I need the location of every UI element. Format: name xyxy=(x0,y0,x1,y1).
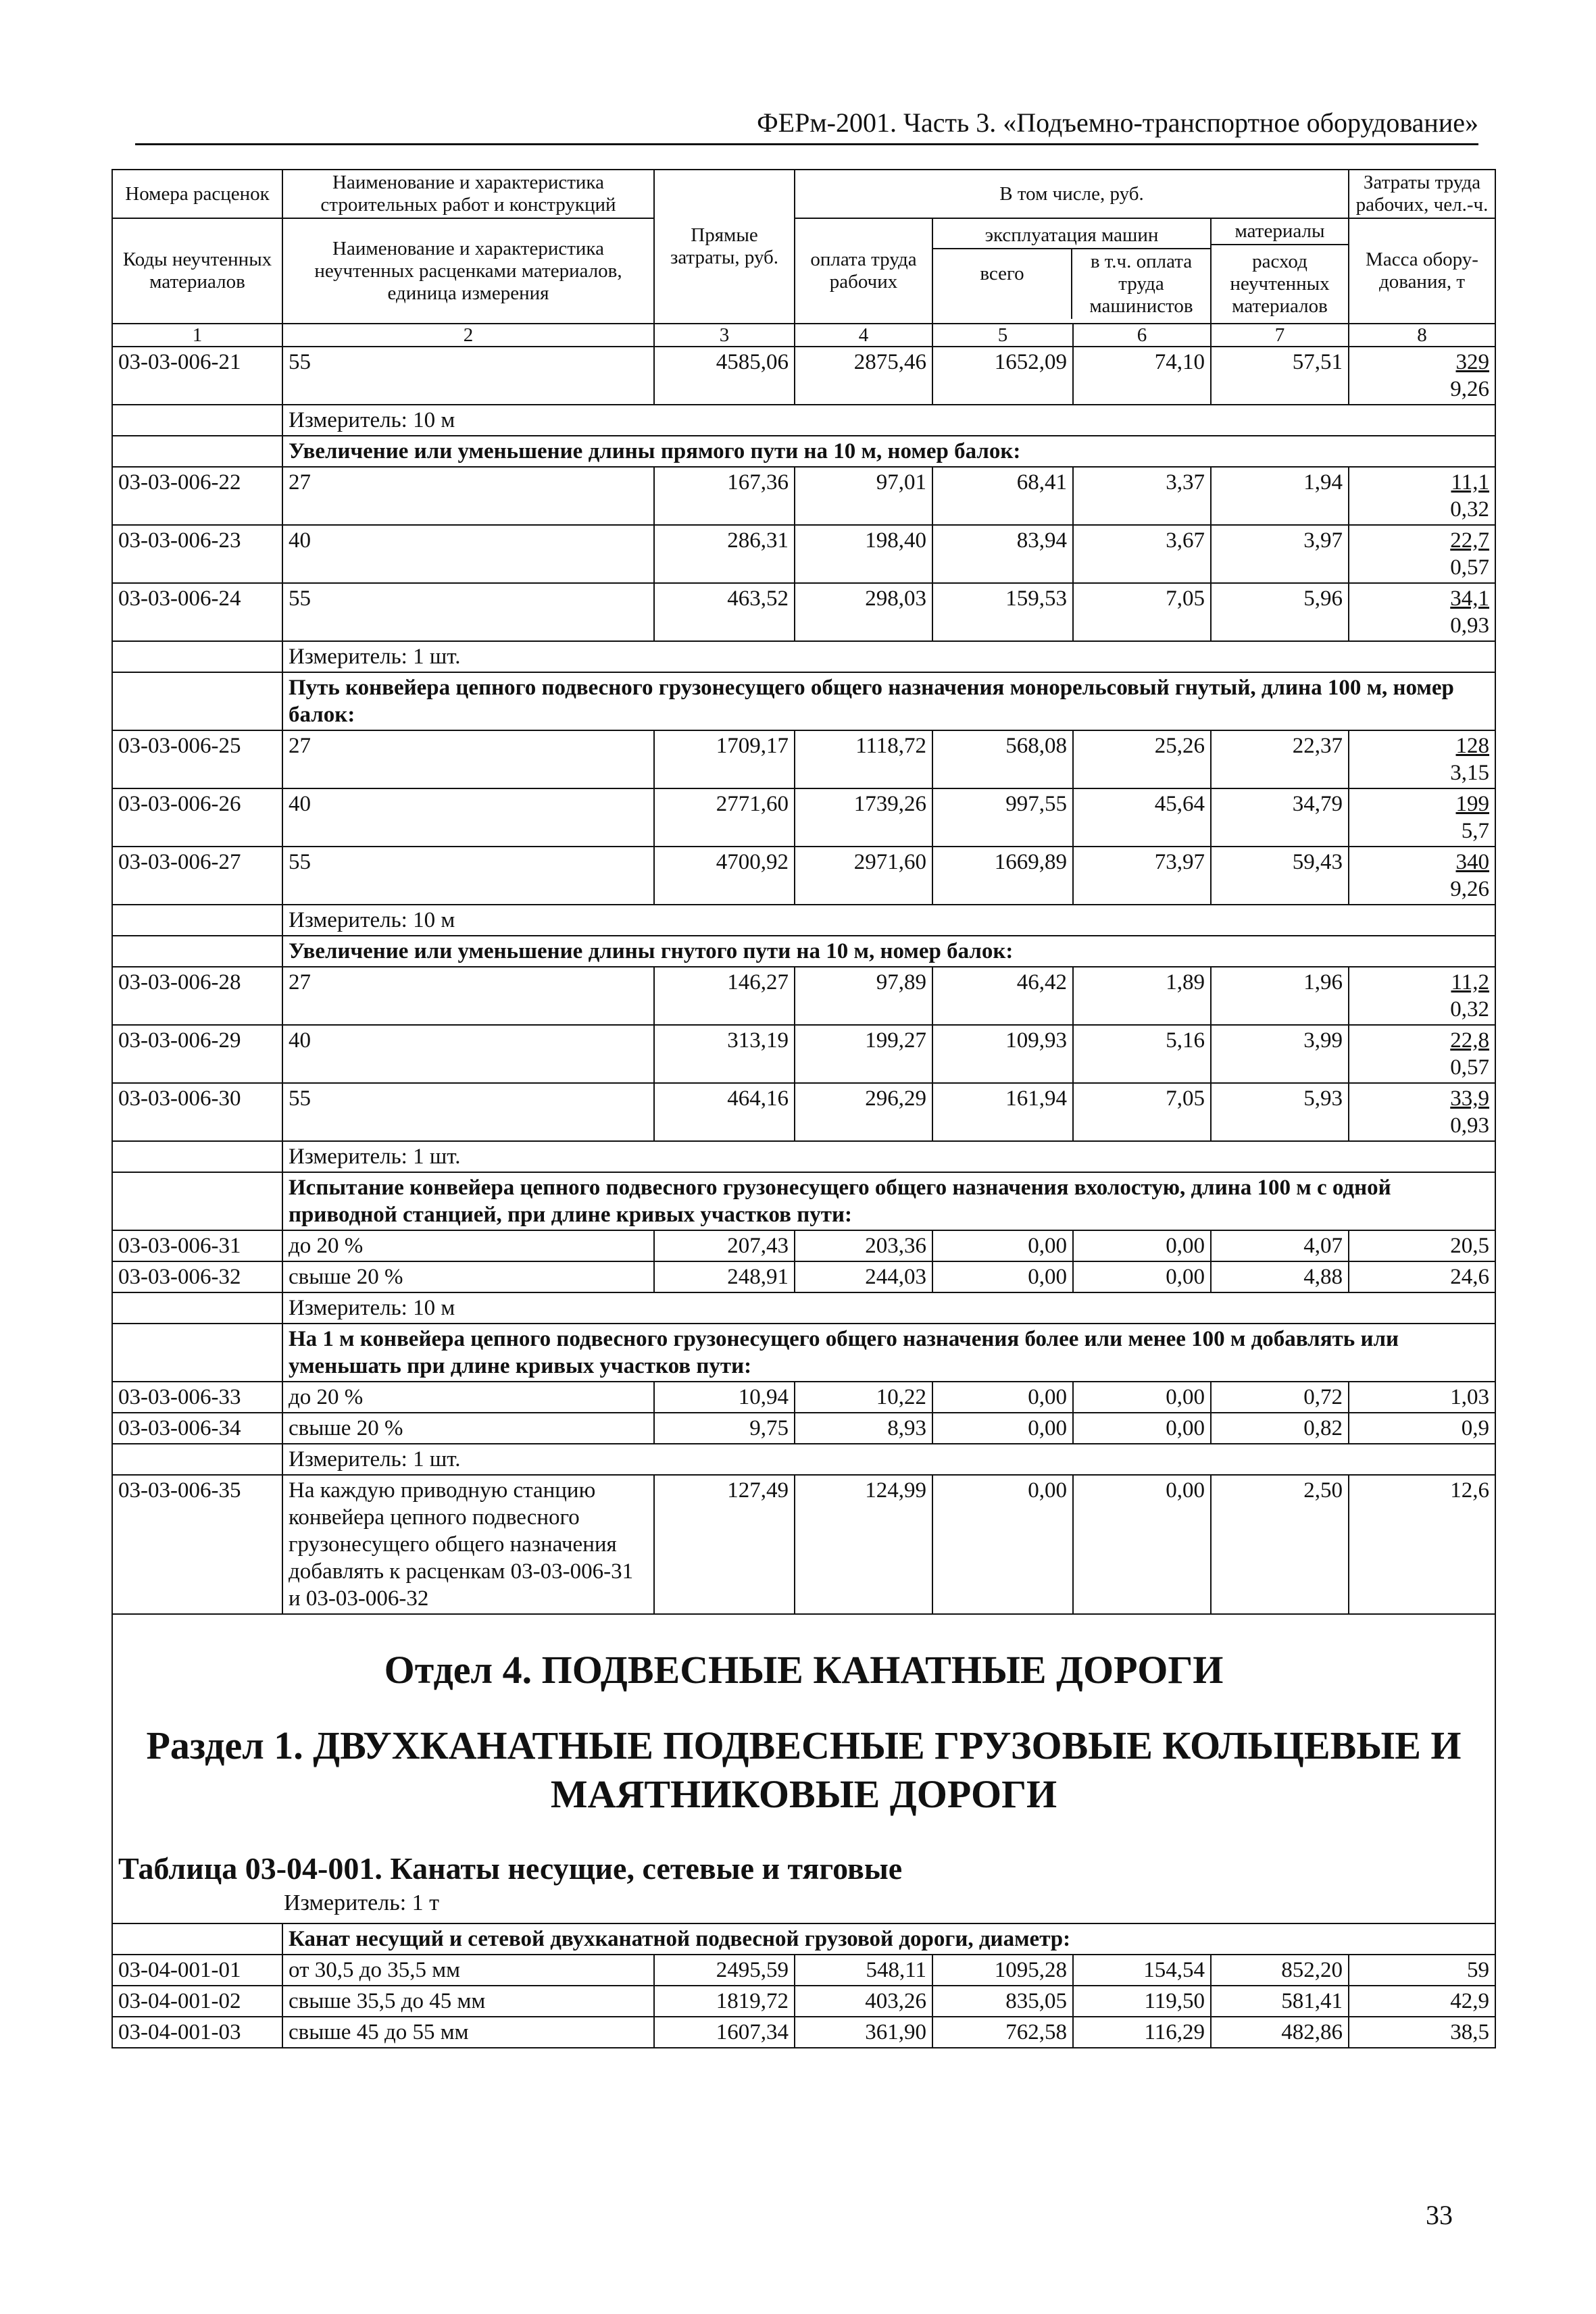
rate-name: от 30,5 до 35,5 мм xyxy=(282,1955,654,1986)
header-rule xyxy=(135,143,1478,145)
table-row xyxy=(112,2017,1495,2048)
machinist-pay: 7,05 xyxy=(1073,583,1211,641)
col-num-3: 3 xyxy=(654,324,795,347)
labor-pay: 548,11 xyxy=(795,1955,932,1986)
department-title: Отдел 4. ПОДВЕСНЫЕ КАНАТНЫЕ ДОРОГИ xyxy=(384,1648,1224,1692)
direct-cost: 1709,17 xyxy=(654,730,795,788)
header-machinist-pay: в т.ч. оплата труда машинистов xyxy=(1089,251,1193,317)
machinist-pay: 0,00 xyxy=(1073,1413,1211,1444)
table-row xyxy=(112,525,1495,583)
rate-name: 55 xyxy=(282,347,654,405)
direct-cost: 248,91 xyxy=(654,1261,795,1292)
table-header xyxy=(112,170,1495,347)
labor-mass xyxy=(1349,1083,1495,1141)
rate-name: свыше 35,5 до 45 мм xyxy=(282,1986,654,2017)
machinist-pay: 1,89 xyxy=(1073,967,1211,1025)
rate-name: до 20 % xyxy=(282,1230,654,1261)
direct-cost: 167,36 xyxy=(654,467,795,525)
direct-cost: 10,94 xyxy=(654,1382,795,1413)
labor-pay: 361,90 xyxy=(795,2017,932,2048)
rate-code: 03-03-006-34 xyxy=(112,1413,282,1444)
labor-cost: 128 xyxy=(1455,734,1489,758)
labor-cost: 12,6 xyxy=(1349,1475,1495,1614)
table-row xyxy=(112,1986,1495,2017)
meter-label: Измеритель: 1 шт. xyxy=(282,1141,1495,1172)
machinist-pay: 45,64 xyxy=(1073,788,1211,847)
col-num-7: 7 xyxy=(1211,324,1349,347)
table-row xyxy=(112,1382,1495,1413)
meter-label: Измеритель: 1 шт. xyxy=(282,1444,1495,1475)
materials: 59,43 xyxy=(1211,847,1349,905)
direct-cost: 313,19 xyxy=(654,1025,795,1083)
labor-pay: 97,89 xyxy=(795,967,932,1025)
rate-name: 55 xyxy=(282,1083,654,1141)
header-direct: Прямые затраты, руб. xyxy=(654,170,795,324)
labor-pay: 199,27 xyxy=(795,1025,932,1083)
machinist-pay: 73,97 xyxy=(1073,847,1211,905)
direct-cost: 127,49 xyxy=(654,1475,795,1614)
machines-total: 568,08 xyxy=(932,730,1073,788)
col-num-1: 1 xyxy=(112,324,282,347)
meter-label: Измеритель: 10 м xyxy=(282,905,1495,936)
header-labor-cost: Затраты труда рабочих, чел.-ч. xyxy=(1349,170,1495,218)
table-row xyxy=(112,730,1495,788)
group-title: Испытание конвейера цепного подвесного грузонесущего общего назначения вхолостую, длина 100 м с одной приводной станцией, при длине кривых участков пути: xyxy=(282,1172,1495,1230)
labor-pay: 124,99 xyxy=(795,1475,932,1614)
labor-pay: 1739,26 xyxy=(795,788,932,847)
meter-label: Измеритель: 10 м xyxy=(282,405,1495,436)
direct-cost: 463,52 xyxy=(654,583,795,641)
materials: 5,93 xyxy=(1211,1083,1349,1141)
rate-code: 03-03-006-27 xyxy=(112,847,282,905)
machines-total: 161,94 xyxy=(932,1083,1073,1141)
labor-pay: 1118,72 xyxy=(795,730,932,788)
machinist-pay: 5,16 xyxy=(1073,1025,1211,1083)
rate-name: 55 xyxy=(282,847,654,905)
rate-code: 03-03-006-28 xyxy=(112,967,282,1025)
labor-cost: 1,03 xyxy=(1349,1382,1495,1413)
labor-cost: 33,9 xyxy=(1450,1086,1489,1111)
equipment-mass: 0,93 xyxy=(1450,1113,1489,1138)
rate-code: 03-03-006-31 xyxy=(112,1230,282,1261)
table-row xyxy=(112,1083,1495,1141)
rate-code: 03-03-006-25 xyxy=(112,730,282,788)
machines-total: 997,55 xyxy=(932,788,1073,847)
labor-mass xyxy=(1349,967,1495,1025)
labor-pay: 298,03 xyxy=(795,583,932,641)
machines-total: 83,94 xyxy=(932,525,1073,583)
direct-cost: 464,16 xyxy=(654,1083,795,1141)
col-num-4: 4 xyxy=(795,324,932,347)
machinist-pay: 154,54 xyxy=(1073,1955,1211,1986)
machines-total: 835,05 xyxy=(932,1986,1073,2017)
rate-name: 40 xyxy=(282,1025,654,1083)
equipment-mass: 0,57 xyxy=(1450,555,1489,580)
rate-code: 03-03-006-35 xyxy=(112,1475,282,1614)
machines-total: 0,00 xyxy=(932,1413,1073,1444)
machines-total: 46,42 xyxy=(932,967,1073,1025)
col-num-6: 6 xyxy=(1073,324,1211,347)
header-name-bottom: Наименование и характеристика неучтенных расценками материалов, единица измерения xyxy=(282,218,654,324)
equipment-mass: 9,26 xyxy=(1450,877,1489,901)
labor-pay: 296,29 xyxy=(795,1083,932,1141)
materials: 1,94 xyxy=(1211,467,1349,525)
machinist-pay: 0,00 xyxy=(1073,1230,1211,1261)
rate-code: 03-03-006-22 xyxy=(112,467,282,525)
rate-code: 03-03-006-30 xyxy=(112,1083,282,1141)
header-machines-label: эксплуатация машин xyxy=(984,224,1159,246)
machinist-pay: 116,29 xyxy=(1073,2017,1211,2048)
col-num-2: 2 xyxy=(282,324,654,347)
materials: 5,96 xyxy=(1211,583,1349,641)
labor-mass xyxy=(1349,347,1495,405)
labor-pay: 97,01 xyxy=(795,467,932,525)
equipment-mass: 0,57 xyxy=(1450,1055,1489,1080)
header-codes-bottom: Коды неучтенных материалов xyxy=(112,218,282,324)
labor-cost: 340 xyxy=(1455,850,1489,874)
table-row xyxy=(112,1413,1495,1444)
materials: 34,79 xyxy=(1211,788,1349,847)
rate-name: 27 xyxy=(282,467,654,525)
labor-cost: 329 xyxy=(1455,350,1489,374)
direct-cost: 146,27 xyxy=(654,967,795,1025)
materials: 4,07 xyxy=(1211,1230,1349,1261)
materials: 0,72 xyxy=(1211,1382,1349,1413)
materials: 0,82 xyxy=(1211,1413,1349,1444)
labor-cost: 38,5 xyxy=(1349,2017,1495,2048)
rate-code: 03-03-006-26 xyxy=(112,788,282,847)
equipment-mass: 3,15 xyxy=(1450,761,1489,785)
equipment-mass: 0,93 xyxy=(1450,613,1489,638)
direct-cost: 286,31 xyxy=(654,525,795,583)
table-row xyxy=(112,788,1495,847)
rate-name: свыше 20 % xyxy=(282,1261,654,1292)
machines-total: 109,93 xyxy=(932,1025,1073,1083)
table-row xyxy=(112,1230,1495,1261)
machinist-pay: 119,50 xyxy=(1073,1986,1211,2017)
header-mass: Масса обору-дования, т xyxy=(1349,218,1495,324)
materials: 2,50 xyxy=(1211,1475,1349,1614)
materials: 57,51 xyxy=(1211,347,1349,405)
machinist-pay: 7,05 xyxy=(1073,1083,1211,1141)
labor-cost: 199 xyxy=(1455,792,1489,816)
table-row xyxy=(112,967,1495,1025)
labor-pay: 8,93 xyxy=(795,1413,932,1444)
labor-pay: 10,22 xyxy=(795,1382,932,1413)
labor-cost: 11,1 xyxy=(1451,470,1489,495)
machinist-pay: 0,00 xyxy=(1073,1382,1211,1413)
meter-label: Измеритель: 1 т xyxy=(284,1890,440,1915)
rate-name: свыше 45 до 55 мм xyxy=(282,2017,654,2048)
labor-cost: 20,5 xyxy=(1349,1230,1495,1261)
labor-mass xyxy=(1349,525,1495,583)
table-row xyxy=(112,1261,1495,1292)
header-machines xyxy=(932,218,1211,324)
machinist-pay: 3,67 xyxy=(1073,525,1211,583)
machines-total: 159,53 xyxy=(932,583,1073,641)
rate-code: 03-04-001-01 xyxy=(112,1955,282,1986)
rate-code: 03-03-006-21 xyxy=(112,347,282,405)
rate-name: 55 xyxy=(282,583,654,641)
equipment-mass: 0,32 xyxy=(1450,497,1489,522)
table-row xyxy=(112,1955,1495,1986)
labor-pay: 244,03 xyxy=(795,1261,932,1292)
table-row xyxy=(112,1025,1495,1083)
group-title: Канат несущий и сетевой двухканатной подвесной грузовой дороги, диаметр: xyxy=(282,1923,1495,1955)
rate-code: 03-04-001-03 xyxy=(112,2017,282,2048)
running-header: ФЕРм-2001. Часть 3. «Подъемно-транспортное оборудование» xyxy=(757,107,1478,138)
labor-pay: 403,26 xyxy=(795,1986,932,2017)
header-total: всего xyxy=(933,249,1072,319)
labor-mass xyxy=(1349,730,1495,788)
page-number: 33 xyxy=(1426,2200,1453,2230)
machinist-pay: 3,37 xyxy=(1073,467,1211,525)
labor-pay: 2971,60 xyxy=(795,847,932,905)
materials: 3,97 xyxy=(1211,525,1349,583)
labor-pay: 2875,46 xyxy=(795,347,932,405)
direct-cost: 2495,59 xyxy=(654,1955,795,1986)
machinist-pay: 0,00 xyxy=(1073,1261,1211,1292)
header-codes-top: Номера расценок xyxy=(112,170,282,218)
machines-total: 762,58 xyxy=(932,2017,1073,2048)
meter-label: Измеритель: 10 м xyxy=(282,1292,1495,1324)
header-name-top: Наименование и характеристика строительных работ и конструкций xyxy=(282,170,654,218)
group-title: Увеличение или уменьшение длины прямого пути на 10 м, номер балок: xyxy=(282,436,1495,467)
equipment-mass: 9,26 xyxy=(1450,377,1489,401)
machinist-pay: 74,10 xyxy=(1073,347,1211,405)
machines-total: 0,00 xyxy=(932,1261,1073,1292)
labor-mass xyxy=(1349,788,1495,847)
header-materials-label: материалы xyxy=(1235,220,1325,242)
direct-cost: 207,43 xyxy=(654,1230,795,1261)
header-incl: В том числе, руб. xyxy=(795,170,1349,218)
labor-cost: 22,8 xyxy=(1450,1028,1489,1053)
rate-name: 27 xyxy=(282,730,654,788)
labor-pay: 198,40 xyxy=(795,525,932,583)
materials: 852,20 xyxy=(1211,1955,1349,1986)
machines-total: 0,00 xyxy=(932,1382,1073,1413)
materials: 581,41 xyxy=(1211,1986,1349,2017)
equipment-mass: 5,7 xyxy=(1461,819,1489,843)
materials: 1,96 xyxy=(1211,967,1349,1025)
table-row xyxy=(112,467,1495,525)
labor-cost: 34,1 xyxy=(1450,586,1489,611)
table-row xyxy=(112,583,1495,641)
direct-cost: 2771,60 xyxy=(654,788,795,847)
direct-cost: 4700,92 xyxy=(654,847,795,905)
rate-code: 03-03-006-23 xyxy=(112,525,282,583)
rate-code: 03-03-006-33 xyxy=(112,1382,282,1413)
rate-name: 40 xyxy=(282,525,654,583)
rate-name: 27 xyxy=(282,967,654,1025)
rate-name: На каждую приводную станцию конвейера цепного подвесного грузонесущего общего назначения добавлять к расценкам 03-03-006-31 и 03-03-006-32 xyxy=(282,1475,654,1614)
labor-cost: 11,2 xyxy=(1451,970,1489,995)
equipment-mass: 0,32 xyxy=(1450,997,1489,1022)
group-title: Увеличение или уменьшение длины гнутого пути на 10 м, номер балок: xyxy=(282,936,1495,967)
department-block xyxy=(112,1614,1495,1923)
machines-total: 1652,09 xyxy=(932,347,1073,405)
labor-cost: 59 xyxy=(1349,1955,1495,1986)
header-materials xyxy=(1211,218,1349,324)
labor-mass xyxy=(1349,467,1495,525)
rate-code: 03-03-006-24 xyxy=(112,583,282,641)
direct-cost: 9,75 xyxy=(654,1413,795,1444)
labor-mass xyxy=(1349,847,1495,905)
labor-cost: 42,9 xyxy=(1349,1986,1495,2017)
table-title: Таблица 03-04-001. Канаты несущие, сетевые и тяговые xyxy=(118,1851,903,1886)
labor-cost: 22,7 xyxy=(1450,528,1489,553)
materials: 482,86 xyxy=(1211,2017,1349,2048)
table-row xyxy=(112,1475,1495,1614)
direct-cost: 4585,06 xyxy=(654,347,795,405)
machines-total: 1095,28 xyxy=(932,1955,1073,1986)
labor-mass xyxy=(1349,583,1495,641)
column-number-row xyxy=(112,324,1495,347)
header-labor-pay: оплата труда рабочих xyxy=(795,218,932,324)
section-title: Раздел 1. ДВУХКАНАТНЫЕ ПОДВЕСНЫЕ ГРУЗОВЫЕ КОЛЬЦЕВЫЕ И МАЯТНИКОВЫЕ ДОРОГИ xyxy=(146,1724,1462,1816)
rate-code: 03-04-001-02 xyxy=(112,1986,282,2017)
header-mat-expense: расход неучтенных материалов xyxy=(1212,244,1348,323)
table-body xyxy=(112,347,1495,2048)
labor-pay: 203,36 xyxy=(795,1230,932,1261)
machines-total: 0,00 xyxy=(932,1230,1073,1261)
direct-cost: 1819,72 xyxy=(654,1986,795,2017)
materials: 4,88 xyxy=(1211,1261,1349,1292)
group-title: Путь конвейера цепного подвесного грузонесущего общего назначения монорельсовый гнутый, длина 100 м, номер балок: xyxy=(282,672,1495,730)
labor-cost: 0,9 xyxy=(1349,1413,1495,1444)
machines-total: 1669,89 xyxy=(932,847,1073,905)
price-table xyxy=(111,169,1496,2048)
rate-code: 03-03-006-29 xyxy=(112,1025,282,1083)
labor-mass xyxy=(1349,1025,1495,1083)
rate-name: свыше 20 % xyxy=(282,1413,654,1444)
labor-cost: 24,6 xyxy=(1349,1261,1495,1292)
materials: 22,37 xyxy=(1211,730,1349,788)
machines-total: 0,00 xyxy=(932,1475,1073,1614)
direct-cost: 1607,34 xyxy=(654,2017,795,2048)
col-num-5: 5 xyxy=(932,324,1073,347)
machines-total: 68,41 xyxy=(932,467,1073,525)
table-row xyxy=(112,847,1495,905)
group-title: На 1 м конвейера цепного подвесного грузонесущего общего назначения более или менее 100 м добавлять или уменьшать при длине кривых участков пути: xyxy=(282,1324,1495,1382)
machinist-pay: 0,00 xyxy=(1073,1475,1211,1614)
rate-name: 40 xyxy=(282,788,654,847)
machinist-pay: 25,26 xyxy=(1073,730,1211,788)
rate-code: 03-03-006-32 xyxy=(112,1261,282,1292)
meter-label: Измеритель: 1 шт. xyxy=(282,641,1495,672)
materials: 3,99 xyxy=(1211,1025,1349,1083)
rate-name: до 20 % xyxy=(282,1382,654,1413)
col-num-8: 8 xyxy=(1349,324,1495,347)
table-row xyxy=(112,347,1495,405)
